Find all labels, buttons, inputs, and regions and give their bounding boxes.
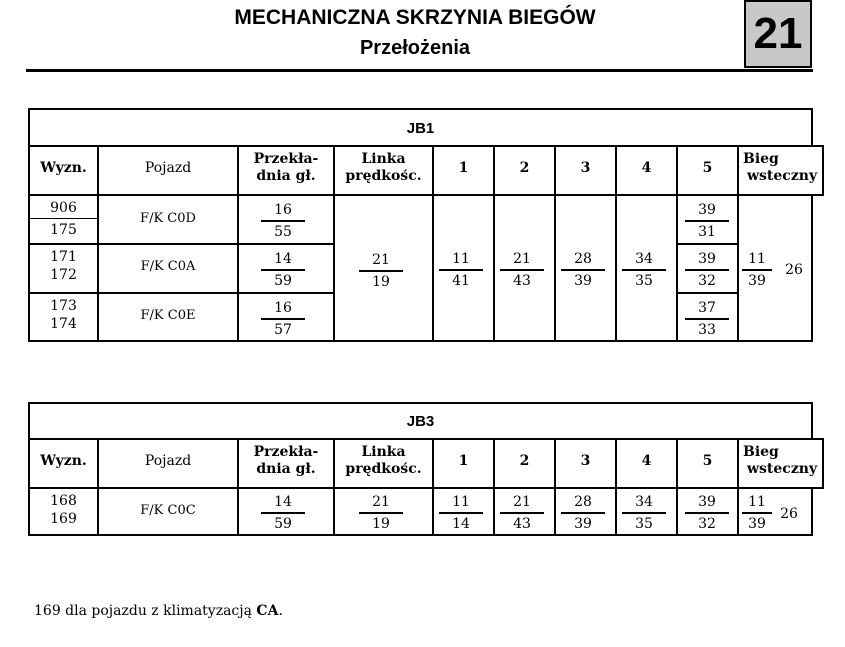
fraction-numerator: 21 bbox=[513, 494, 531, 510]
fraction-numerator: 34 bbox=[635, 251, 653, 267]
fraction-numerator: 28 bbox=[574, 251, 592, 267]
jb3-title: JB3 bbox=[406, 413, 435, 430]
fraction-bar bbox=[742, 512, 772, 514]
jb3-wyzn-b: 169 bbox=[50, 511, 77, 527]
col-przekladnia-line1: Przekła- bbox=[253, 151, 319, 167]
col-gear-5: 5 bbox=[702, 453, 713, 469]
col-przekladnia bbox=[239, 444, 333, 478]
col-gear-2: 2 bbox=[519, 160, 530, 176]
footnote bbox=[34, 603, 283, 619]
jb1-linka bbox=[357, 252, 405, 290]
jb3-gear4 bbox=[620, 494, 668, 532]
col-gear-5: 5 bbox=[702, 160, 713, 176]
col-wyzn: Wyzn. bbox=[40, 453, 87, 469]
col-reverse-line1: Bieg bbox=[743, 444, 779, 460]
footnote-bold: CA bbox=[256, 603, 279, 619]
col-przekladnia bbox=[239, 151, 333, 185]
col-gear-2: 2 bbox=[519, 453, 530, 469]
fraction-bar bbox=[622, 269, 666, 271]
jb1-row1-gear5 bbox=[683, 202, 731, 240]
fraction-numerator: 28 bbox=[574, 494, 592, 510]
fraction-denominator: 39 bbox=[748, 515, 766, 532]
fraction-denominator: 19 bbox=[372, 273, 390, 290]
fraction-numerator: 16 bbox=[274, 300, 292, 316]
jb1-row3-pojazd: F/K C0E bbox=[140, 308, 196, 323]
fraction-denominator: 32 bbox=[698, 515, 716, 532]
jb1-gear3 bbox=[559, 251, 607, 289]
page-subtitle: Przełożenia bbox=[359, 37, 471, 59]
fraction-denominator: 59 bbox=[274, 515, 292, 532]
jb1-title: JB1 bbox=[406, 120, 435, 137]
fraction-denominator: 14 bbox=[452, 515, 470, 532]
jb3-gear3 bbox=[559, 494, 607, 532]
col-reverse-line1: Bieg bbox=[743, 151, 779, 167]
fraction-numerator: 11 bbox=[452, 494, 470, 510]
col-pojazd: Pojazd bbox=[144, 453, 192, 469]
fraction-numerator: 11 bbox=[748, 494, 766, 510]
fraction-bar bbox=[685, 269, 729, 271]
fraction-bar bbox=[439, 512, 483, 514]
fraction-bar bbox=[359, 512, 403, 514]
jb1-row1-wyzn-a: 906 bbox=[50, 200, 77, 216]
fraction-numerator: 21 bbox=[513, 251, 531, 267]
jb3-reverse-extra: 26 bbox=[780, 506, 798, 522]
jb1-reverse bbox=[740, 251, 774, 289]
jb3-gear5 bbox=[683, 494, 731, 532]
jb1-row2-pojazd: F/K C0A bbox=[140, 259, 196, 274]
fraction-bar bbox=[561, 269, 605, 271]
jb1-gear1 bbox=[437, 251, 485, 289]
fraction-denominator: 32 bbox=[698, 272, 716, 289]
col-gear-4: 4 bbox=[641, 160, 652, 176]
fraction-numerator: 37 bbox=[698, 300, 716, 316]
col-linka-line2: prędkośc. bbox=[345, 461, 422, 477]
jb3-gear1 bbox=[437, 494, 485, 532]
fraction-denominator: 31 bbox=[698, 223, 716, 240]
col-przekladnia-line2: dnia gł. bbox=[256, 461, 316, 477]
fraction-bar bbox=[685, 512, 729, 514]
jb3-wyzn-a: 168 bbox=[50, 493, 77, 509]
fraction-denominator: 35 bbox=[635, 272, 653, 289]
header-rule bbox=[26, 69, 813, 72]
fraction-denominator: 43 bbox=[513, 272, 531, 289]
jb1-row3-przekladnia bbox=[259, 300, 307, 338]
fraction-denominator: 39 bbox=[574, 515, 592, 532]
fraction-denominator: 33 bbox=[698, 321, 716, 338]
col-gear-4: 4 bbox=[641, 453, 652, 469]
fraction-numerator: 14 bbox=[274, 251, 292, 267]
col-pojazd: Pojazd bbox=[144, 160, 192, 176]
jb1-row3-gear5 bbox=[683, 300, 731, 338]
col-reverse-line2: wsteczny bbox=[747, 461, 818, 477]
jb1-row2-gear5 bbox=[683, 251, 731, 289]
fraction-numerator: 16 bbox=[274, 202, 292, 218]
fraction-denominator: 55 bbox=[274, 223, 292, 240]
col-reverse bbox=[743, 151, 821, 185]
jb1-row3-wyzn-a: 173 bbox=[50, 298, 77, 314]
fraction-denominator: 57 bbox=[274, 321, 292, 338]
fraction-numerator: 14 bbox=[274, 494, 292, 510]
jb1-row3-wyzn-b: 174 bbox=[50, 316, 77, 332]
page-number: 21 bbox=[744, 0, 812, 68]
jb1-row1-pojazd: F/K C0D bbox=[140, 211, 196, 226]
col-linka-line1: Linka bbox=[361, 151, 406, 167]
fraction-denominator: 41 bbox=[452, 272, 470, 289]
col-wyzn: Wyzn. bbox=[40, 160, 87, 176]
jb1-reverse-extra: 26 bbox=[785, 262, 803, 278]
jb1-row2-wyzn-a: 171 bbox=[50, 249, 77, 265]
jb1-row1-przekladnia bbox=[259, 202, 307, 240]
jb1-row2-przekladnia bbox=[259, 251, 307, 289]
col-reverse bbox=[743, 444, 821, 478]
jb3-linka bbox=[357, 494, 405, 532]
fraction-numerator: 34 bbox=[635, 494, 653, 510]
fraction-numerator: 39 bbox=[698, 251, 716, 267]
col-gear-3: 3 bbox=[580, 453, 591, 469]
fraction-numerator: 39 bbox=[698, 202, 716, 218]
footnote-end: . bbox=[278, 603, 283, 619]
fraction-denominator: 59 bbox=[274, 272, 292, 289]
fraction-denominator: 35 bbox=[635, 515, 653, 532]
col-gear-1: 1 bbox=[458, 453, 469, 469]
jb3-gear2 bbox=[498, 494, 546, 532]
fraction-numerator: 11 bbox=[452, 251, 470, 267]
fraction-bar bbox=[261, 220, 305, 222]
fraction-bar bbox=[500, 269, 544, 271]
col-reverse-line2: wsteczny bbox=[747, 168, 818, 184]
col-przekladnia-line2: dnia gł. bbox=[256, 168, 316, 184]
fraction-bar bbox=[742, 269, 772, 271]
fraction-bar bbox=[359, 270, 403, 272]
jb3-przekladnia bbox=[259, 494, 307, 532]
fraction-denominator: 43 bbox=[513, 515, 531, 532]
fraction-bar bbox=[261, 318, 305, 320]
jb1-row1-wyzn-b: 175 bbox=[50, 222, 77, 238]
jb1-gear2 bbox=[498, 251, 546, 289]
page-title: MECHANICZNA SKRZYNIA BIEGÓW bbox=[234, 6, 596, 29]
col-linka bbox=[335, 444, 432, 478]
fraction-bar bbox=[261, 512, 305, 514]
fraction-bar bbox=[500, 512, 544, 514]
col-linka bbox=[335, 151, 432, 185]
fraction-denominator: 19 bbox=[372, 515, 390, 532]
col-linka-line2: prędkośc. bbox=[345, 168, 422, 184]
jb1-gear4 bbox=[620, 251, 668, 289]
fraction-numerator: 21 bbox=[372, 252, 390, 268]
fraction-bar bbox=[561, 512, 605, 514]
fraction-bar bbox=[685, 220, 729, 222]
footnote-text: 169 dla pojazdu z klimatyzacją bbox=[34, 603, 252, 619]
jb3-reverse bbox=[740, 494, 774, 532]
fraction-numerator: 21 bbox=[372, 494, 390, 510]
col-linka-line1: Linka bbox=[361, 444, 406, 460]
col-przekladnia-line1: Przekła- bbox=[253, 444, 319, 460]
jb3-pojazd: F/K C0C bbox=[140, 503, 196, 518]
fraction-numerator: 11 bbox=[748, 251, 766, 267]
jb1-row2-wyzn-b: 172 bbox=[50, 267, 77, 283]
fraction-bar bbox=[261, 269, 305, 271]
fraction-denominator: 39 bbox=[748, 272, 766, 289]
fraction-bar bbox=[685, 318, 729, 320]
fraction-bar bbox=[622, 512, 666, 514]
col-gear-3: 3 bbox=[580, 160, 591, 176]
col-gear-1: 1 bbox=[458, 160, 469, 176]
fraction-denominator: 39 bbox=[574, 272, 592, 289]
fraction-bar bbox=[439, 269, 483, 271]
fraction-numerator: 39 bbox=[698, 494, 716, 510]
